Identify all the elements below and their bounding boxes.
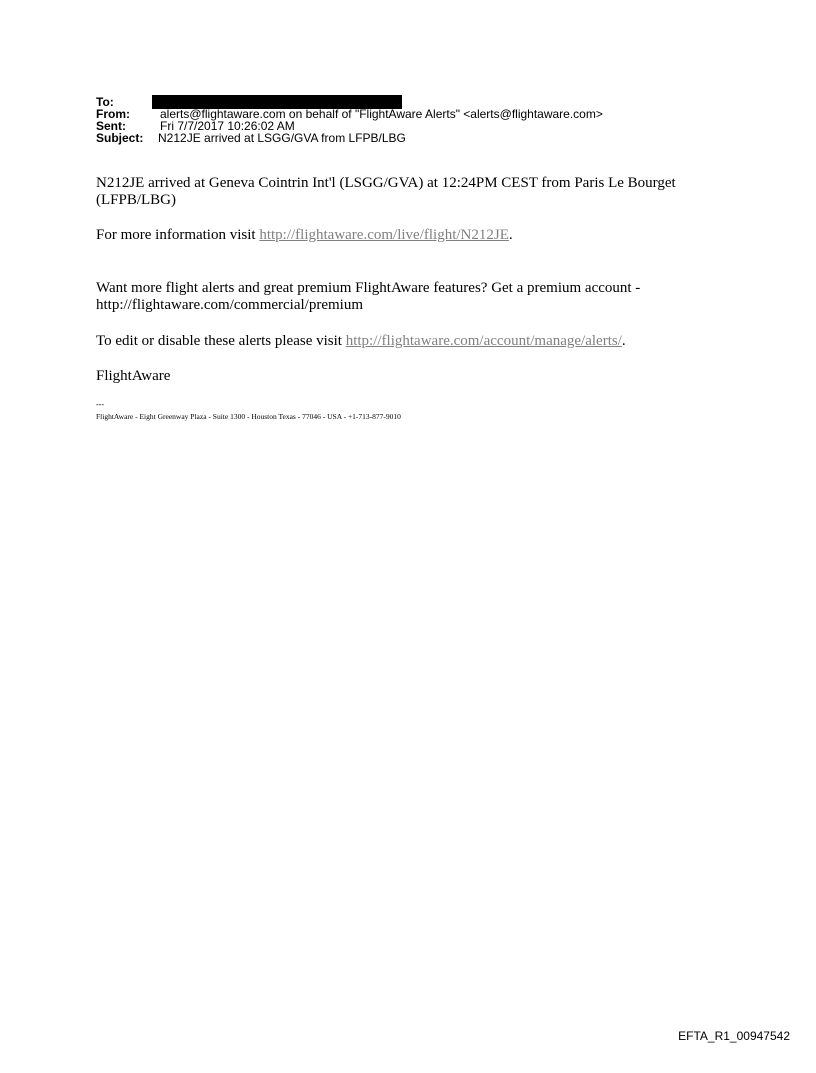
subject-value: N212JE arrived at LSGG/GVA from LFPB/LBG xyxy=(158,131,406,145)
info-suffix: . xyxy=(508,227,513,243)
info-prefix: For more information visit xyxy=(96,227,260,243)
sent-value: Fri 7/7/2017 10:26:02 AM xyxy=(160,119,295,133)
signature-separator: --- xyxy=(96,400,104,409)
manage-alerts-link[interactable]: http://flightaware.com/account/manage/alerts/ xyxy=(345,333,622,349)
from-value: alerts@flightaware.com on behalf of "FlightAware Alerts" <alerts@flightaware.com> xyxy=(160,107,603,121)
info-paragraph xyxy=(96,227,736,244)
edit-prefix: To edit or disable these alerts please visit xyxy=(96,333,346,349)
flight-link[interactable]: http://flightaware.com/live/flight/N212JE xyxy=(259,227,509,243)
arrival-paragraph: N212JE arrived at Geneva Cointrin Int'l (LSGG/GVA) at 12:24PM CEST from Paris Le Bourget (LFPB/LBG) xyxy=(96,175,676,208)
sent-label: Sent: xyxy=(96,119,126,133)
document-id: EFTA_R1_00947542 xyxy=(678,1029,790,1043)
to-label: To: xyxy=(96,95,114,109)
subject-label: Subject: xyxy=(96,131,144,145)
premium-paragraph: Want more flight alerts and great premium FlightAware features? Get a premium account - http://flightaware.com/commercial/premium xyxy=(96,280,641,313)
subject-row xyxy=(96,132,736,144)
email-header xyxy=(96,96,736,144)
footer-address: FlightAware - Eight Greenway Plaza - Suite 1300 - Houston Texas - 77046 - USA - +1-713-877-9010 xyxy=(96,412,401,421)
edit-paragraph xyxy=(96,333,736,350)
from-label: From: xyxy=(96,107,130,121)
edit-suffix: . xyxy=(621,333,626,349)
signature: FlightAware xyxy=(96,368,171,384)
